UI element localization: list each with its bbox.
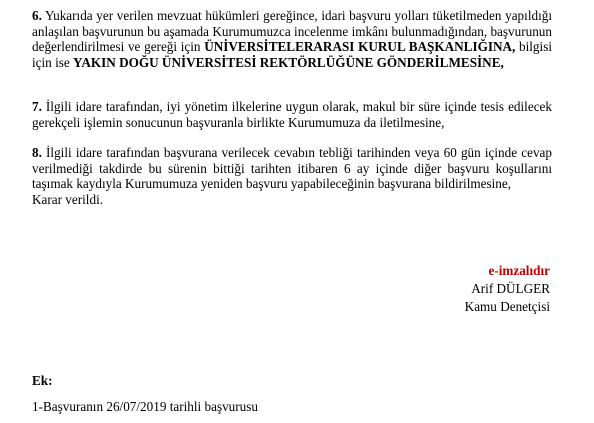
paragraph-6-text-1: Yukarıda yer verilen mevzuat hükümleri gereğince, idari başvuru yolları tüketilmeden yapıldığı anlaşılan başvurunun bu aşamada Kurumumuzca incelenme imkânı bulunmadığından, başvurunun değerlendirilmesi ve gereği için	[32, 8, 552, 54]
signer-title: Kamu Denetçisi	[464, 299, 550, 314]
attachments-heading: Ek:	[32, 373, 53, 388]
paragraph-8	[32, 145, 552, 207]
paragraph-6-bold-2: YAKIN DOĞU ÜNİVERSİTESİ REKTÖRLÜĞÜNE GÖNDERİLMESİNE,	[73, 54, 504, 70]
paragraph-6-number: 6.	[32, 8, 42, 23]
paragraph-6	[32, 8, 552, 70]
e-signature-label: e-imzalıdır	[488, 263, 550, 278]
paragraph-7-text: İlgili idare tarafından, iyi yönetim ilkelerine uygun olarak, makul bir süre içinde tesis edilecek gerekçeli işlemin sonucunun başvuranla birlikte Kurumumuza da iletilmesine,	[32, 99, 552, 130]
paragraph-8-text: İlgili idare tarafından başvurana verilecek cevabın tebliği tarihinden veya 60 gün içinde cevap verilmediği takdirde bu sürenin bittiği tarihten itibaren 6 ay içinde diğer başvuru koşullarını taşımak kaydıyla Kurumumuza yeniden başvuru yapabileceğinin başvurana bildirilmesine,	[32, 145, 552, 191]
paragraph-8-number: 8.	[32, 145, 42, 160]
signature-block	[465, 262, 550, 316]
attachment-item: 1-Başvuranın 26/07/2019 tarihli başvurusu	[32, 399, 258, 414]
paragraph-7-number: 7.	[32, 99, 42, 114]
closing-statement: Karar verildi.	[32, 191, 104, 207]
paragraph-6-text-2: bilgisi için ise	[32, 39, 552, 70]
paragraph-6-bold-1: ÜNİVERSİTELERARASI KURUL BAŞKANLIĞINA,	[204, 39, 516, 54]
signer-name: Arif DÜLGER	[471, 281, 550, 296]
paragraph-7	[32, 99, 552, 130]
